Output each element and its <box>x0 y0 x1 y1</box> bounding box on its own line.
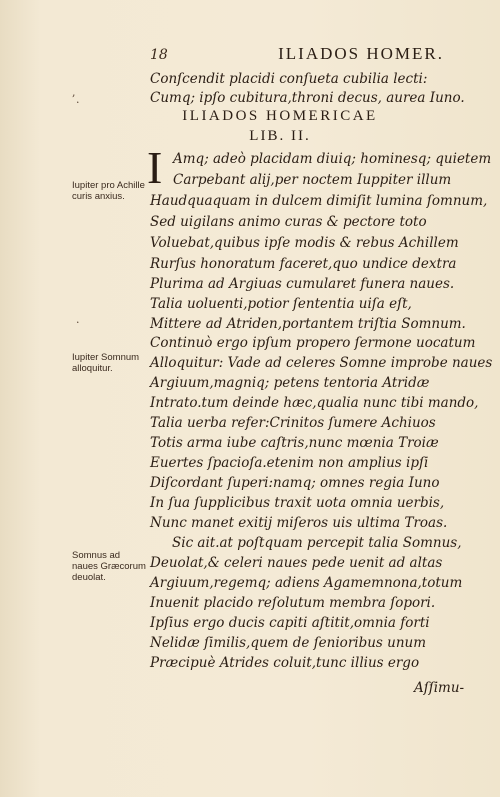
catchword: Aſſimu- <box>414 680 465 696</box>
text-line: Inuenit placido reſolutum membra ſopori. <box>150 595 436 611</box>
text-line: Talia uerba refer:Crinitos ſumere Achiuos <box>150 415 436 431</box>
book-title: ILIADOS HOMERICAE <box>182 108 378 124</box>
margin-mark: , <box>72 86 76 99</box>
text-line: Cumq; ipſo cubitura,throni decus, aurea Iuno. <box>150 90 465 106</box>
text-line: Sed uigilans animo curas & pectore toto <box>150 214 427 230</box>
text-line: Talia uoluenti,potior ſententia uiſa eſt, <box>150 296 412 312</box>
page-header <box>150 44 444 64</box>
book-number: LIB. II. <box>249 128 311 144</box>
text-line: Plurima ad Argiuas cumularet funera naues. <box>150 276 455 292</box>
running-head: ILIADOS HOMER. <box>278 44 444 63</box>
text-line: Totis arma iube caſtris,nunc mœnia Troiæ <box>150 435 439 451</box>
text-line: In ſua ſupplicibus traxit uota omnia uerbis, <box>150 495 445 511</box>
text-line: Argiuum,regemq; adiens Agamemnona,totum <box>150 575 463 591</box>
text-line: Argiuum,magniq; petens tentoria Atridæ <box>150 375 430 391</box>
text-line: Deuolat,& celeri naues pede uenit ad altas <box>150 555 443 571</box>
text-line: Ipſius ergo ducis capiti aſtitit,omnia forti <box>150 615 430 631</box>
text-line: Euertes ſpacioſa.etenim non amplius ipſi <box>150 455 429 471</box>
text-line: Rurſus honoratum faceret,quo undice dextra <box>150 256 457 272</box>
text-line: Conſcendit placidi conſueta cubilia lecti: <box>150 71 428 87</box>
text-line: Sic ait.at poſtquam percepit talia Somnus, <box>172 535 462 551</box>
text-line: Nelidæ ſimilis,quem de ſenioribus unum <box>150 635 427 651</box>
margin-note: Iupiter Somnum alloquitur. <box>72 352 140 374</box>
text-line: Continuò ergo ipſum propero ſermone uocatum <box>150 335 476 351</box>
margin-note: Somnus ad naues Græcorum deuolat. <box>72 550 146 583</box>
margin-mark: · <box>76 96 80 109</box>
text-line: Nunc manet exitij miſeros uis ultima Troas. <box>150 515 448 531</box>
margin-note: Iupiter pro Achille curis anxius. <box>72 180 145 202</box>
text-line: Præcipuè Atrides coluit,tunc illius ergo <box>150 655 420 671</box>
folio-number: 18 <box>150 47 168 63</box>
text-line: Amq; adeò placidam diuiq; hominesq; quietem <box>173 151 492 167</box>
text-line: Mittere ad Atriden,portantem triſtia Somnum. <box>150 316 466 332</box>
text-line: Voluebat,quibus ipſe modis & rebus Achillem <box>150 235 459 251</box>
text-line: Haudquaquam in dulcem dimiſit lumina ſomnum, <box>150 193 488 209</box>
text-line: Alloquitur: Vade ad celeres Somne improbe naues <box>150 355 493 371</box>
text-line: Intrato.tum deinde hæc,qualia nunc tibi mando, <box>150 395 479 411</box>
margin-mark: · <box>76 316 80 329</box>
text-line: Carpebant alij,per noctem Iuppiter illum <box>173 172 452 188</box>
drop-cap: I <box>147 142 163 193</box>
text-line: Diſcordant ſuperi:namq; omnes regia Iuno <box>150 475 440 491</box>
